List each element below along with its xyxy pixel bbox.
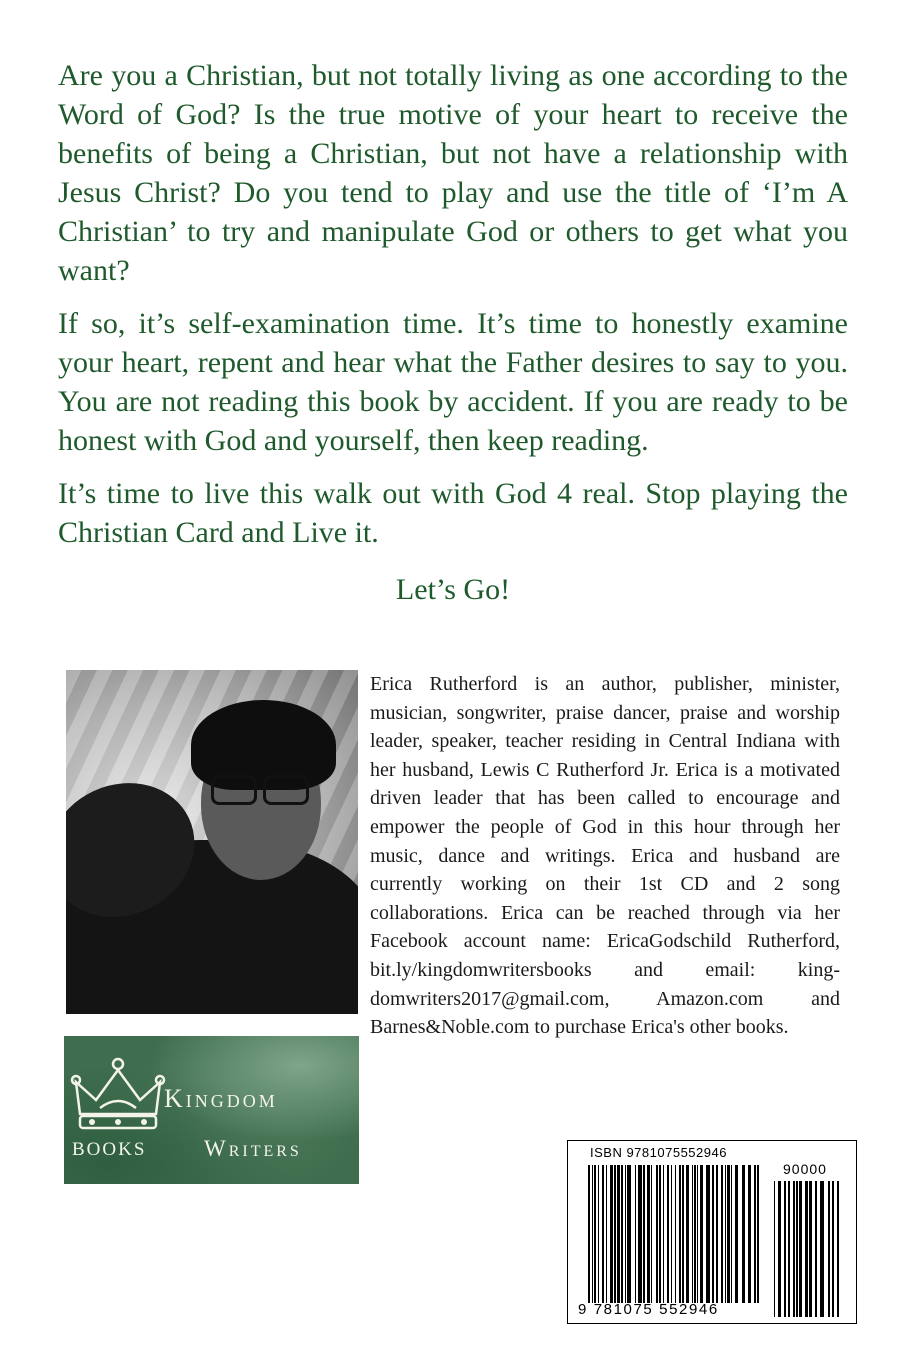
photo-glasses	[211, 775, 311, 801]
isbn-label: ISBN 9781075552946	[590, 1145, 727, 1160]
barcode-bar	[706, 1165, 710, 1303]
barcode-bar	[731, 1165, 732, 1303]
publisher-logo	[64, 1036, 359, 1184]
blurb-paragraph-3: It’s time to live this walk out with God 4 real. Stop playing the Christian Card and Live it.	[58, 477, 848, 549]
barcode-bar	[667, 1165, 669, 1303]
barcode-bar	[796, 1181, 798, 1317]
barcode-bar	[727, 1165, 730, 1303]
author-bio: Erica Rutherford is an author, publisher, minister, musician, songwriter, praise dancer, praise and worship leader, speaker, teacher residing in Central Indiana with her husband, Lewis C Rutherford Jr. Erica is a motivated driven leader that has been called to encourage and empower the people of God in this hour through her music, dance and writings. Erica and husband are currently working on their 1st CD and 2 song collaborations. Erica can be reached through via her Facebook account name: EricaGodschild Rutherford, bit.ly/kingdomwritersbooks and email: kingdomwriters2017@gmail.com, Amazon.com and Barnes&Noble.com to purchase Erica's other books.	[370, 673, 840, 1039]
barcode-bar	[621, 1165, 623, 1303]
barcode-addon-bars	[774, 1181, 840, 1317]
barcode-bar	[778, 1181, 781, 1317]
barcode-bar	[663, 1165, 664, 1303]
barcode-bar	[805, 1181, 808, 1317]
barcode-bar	[700, 1165, 703, 1303]
barcode-bar	[793, 1181, 795, 1317]
barcode-bar	[656, 1165, 658, 1303]
barcode-bar	[809, 1181, 812, 1317]
barcode-bar	[588, 1165, 590, 1303]
barcode-bar	[712, 1165, 714, 1303]
barcode-bar	[638, 1165, 642, 1303]
barcode-bar	[820, 1181, 824, 1317]
barcode-digits: 9 781075 552946	[578, 1301, 719, 1318]
barcode-bar	[735, 1165, 738, 1303]
barcode-bar	[682, 1165, 684, 1303]
barcode-bar	[679, 1165, 681, 1303]
barcode-bar	[774, 1181, 775, 1317]
barcode-bar	[694, 1165, 696, 1303]
barcode-bar	[647, 1165, 650, 1303]
barcode-bar	[815, 1181, 817, 1317]
barcode-bar	[675, 1165, 676, 1303]
barcode-bar	[788, 1181, 790, 1317]
logo-writers-text: Writers	[204, 1136, 302, 1161]
barcode-bar	[837, 1181, 839, 1317]
barcode-bar	[625, 1165, 626, 1303]
crown-fleur-de-lis-icon	[70, 1056, 166, 1138]
barcode-bar	[635, 1165, 636, 1303]
barcode-bar	[627, 1165, 631, 1303]
blurb-paragraph-1: Are you a Christian, but not totally living as one according to the Word of God? Is the true motive of your heart to receive the benefits of being a Christian, but not have a relationship with Jesus Christ? Do you tend to play and use the title of ‘I’m A Christian’ to try and manipulate God or others to get what you want?	[58, 59, 848, 287]
barcode-bar	[748, 1165, 751, 1303]
barcode-bar	[606, 1165, 607, 1303]
barcode-bar	[610, 1165, 613, 1303]
barcode-bar	[725, 1165, 726, 1303]
barcode-bar	[594, 1165, 596, 1303]
barcode-bar	[784, 1181, 786, 1317]
barcode-bar	[659, 1165, 661, 1303]
barcode-bar	[692, 1165, 693, 1303]
barcode-bar	[651, 1165, 652, 1303]
logo-kingdom-text: Kingdom	[164, 1084, 278, 1113]
blurb-closing: Let’s Go!	[395, 573, 511, 606]
logo-books-text: BOOKS	[72, 1139, 147, 1160]
isbn-barcode	[567, 1140, 857, 1324]
barcode-bar	[828, 1181, 830, 1317]
barcode-bar	[617, 1165, 620, 1303]
barcode-bar	[721, 1165, 723, 1303]
blurb-paragraph-2: If so, it’s self-examination time. It’s time to honestly examine your heart, repent and hear what the Father desires to say to you. You are not reading this book by accident. If you are ready to be honest with God and yourself, then keep reading.	[58, 307, 848, 457]
barcode-bar	[716, 1165, 718, 1303]
barcode-bar	[799, 1181, 802, 1317]
back-cover-blurb	[58, 56, 848, 623]
barcode-addon-number: 90000	[783, 1161, 827, 1177]
barcode-bar	[697, 1165, 698, 1303]
author-photo	[66, 670, 358, 1014]
barcode-bar	[643, 1165, 645, 1303]
barcode-bar	[602, 1165, 604, 1303]
barcode-bar	[686, 1165, 689, 1303]
barcode-bar	[614, 1165, 616, 1303]
barcode-bar	[671, 1165, 672, 1303]
barcode-bar	[592, 1165, 593, 1303]
barcode-bar	[832, 1181, 834, 1317]
barcode-bar	[742, 1165, 745, 1303]
barcode-bar	[598, 1165, 599, 1303]
barcode-bar	[757, 1165, 759, 1303]
barcode-main-bars	[588, 1165, 760, 1303]
barcode-bar	[754, 1165, 756, 1303]
